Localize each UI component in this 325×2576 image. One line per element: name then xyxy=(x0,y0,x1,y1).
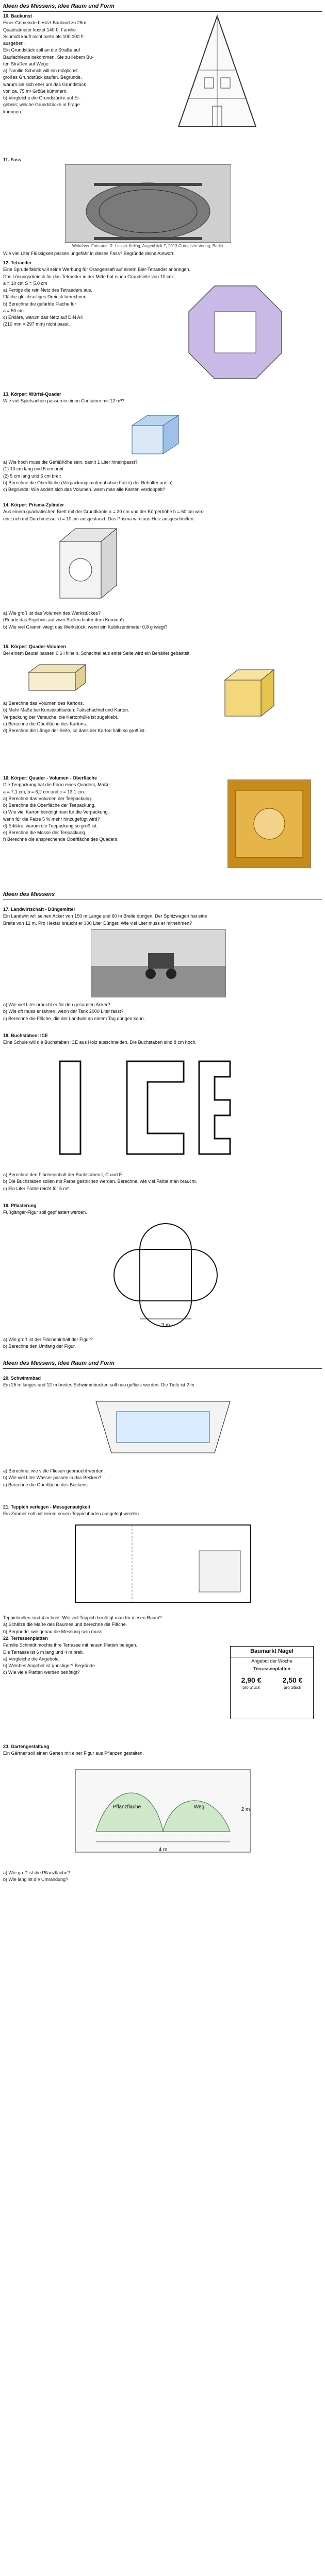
text-line: a) Wie viel Liter braucht er für den gesamten Acker? xyxy=(3,1002,110,1007)
text-line: Quadratmeter kostet 140 €. Familie xyxy=(3,27,76,32)
text-line: ein Loch mit Durchmesser d = 10 cm ausgestanzt. Das Prisma wird aus Holz ausgeschnitten. xyxy=(3,516,195,521)
task-19 xyxy=(3,1203,322,1349)
photo-caption: Weinfass. Foto aus: R. Lesser-Kellog, Augenblick 7, 2013 Cornelsen Verlag, Berlin xyxy=(72,244,223,248)
text-line: b) Die Buchstaben sollen mit Farbe gestrichen werden. Berechne, wie viel Farbe man braucht. xyxy=(3,1179,197,1184)
task-heading: 23. Gartengestaltung xyxy=(3,1744,50,1749)
text-line: Teppichrollen sind 4 m breit. Wie viel Teppich benötigt man für diesen Raum? xyxy=(3,1615,162,1620)
text-line: ten Straßen auf Wege. xyxy=(3,61,50,66)
advert-title: Baumarkt Nagel xyxy=(231,1647,313,1657)
text-line: f) Berechne die ansprechende Oberfläche des Quaders. xyxy=(3,837,119,842)
text-line: a) Berechne den Flächeninhalt der Buchstaben I, C und E. xyxy=(3,1172,124,1177)
task-20 xyxy=(3,1376,322,1487)
text-line: c) Begründe: Wie ändert sich das Volumen, wenn man alle Kanten verdoppelt? xyxy=(3,487,166,492)
carton-figure xyxy=(215,659,282,721)
dimension-label: 3 m xyxy=(161,1323,170,1328)
task-21 xyxy=(3,1504,322,1634)
task-heading: 13. Körper: Würfel-Quader xyxy=(3,392,61,397)
text-line: b) Wie viel Liter Wasser passen in das Becken? xyxy=(3,1475,102,1481)
tractor-photo xyxy=(91,929,226,997)
text-line: (2) 5 cm lang und 5 cm breit xyxy=(3,473,61,479)
text-line: b) Berechne die gefärbte Fläche für xyxy=(3,301,76,307)
text-line: Ein Zimmer soll mit einem neuen Teppichboden ausgelegt werden. xyxy=(3,1511,140,1517)
task-11 xyxy=(3,157,322,256)
text-line: a) Berechne, wie viele Fliesen gebraucht werden. xyxy=(3,1468,105,1473)
text-line: Fläche gleichseitiges Dreieck berechnen. xyxy=(3,294,88,300)
task-heading: 17. Landwirtschaft - Düngemittel xyxy=(3,907,75,912)
figure-label: Pflanzfläche xyxy=(112,1804,141,1810)
task-heading: 15. Körper: Quader-Volumen xyxy=(3,644,66,649)
text-line: Aus einem quadratischen Brett mit der Grundkante a = 20 cm und der Körperhöhe h = 60 cm wird xyxy=(3,509,204,515)
dimension-label: 4 m xyxy=(158,1847,168,1853)
task-18 xyxy=(3,1033,322,1191)
task-heading: 11. Fass xyxy=(3,157,22,162)
text-line: c) Berechne die Fläche, die der Landwirt an einem Tag düngen kann. xyxy=(3,1015,145,1021)
text-line: (210 mm × 297 mm) nicht passt. xyxy=(3,321,70,327)
advert-unit: pro Stück xyxy=(242,1685,260,1690)
advert-box xyxy=(230,1646,314,1719)
text-line: d) Erkläre, warum die Teepackung so groß ist. xyxy=(3,823,98,828)
text-line: a = 10 cm S = 5,0 cm xyxy=(3,280,47,286)
text-line: Ein 25 m langes und 12 m breites Schwimmbecken soll neu gefliest werden. Die Tiefe ist 2 m. xyxy=(3,1382,196,1388)
barrel-icon xyxy=(66,165,231,242)
text-line: b) Vergleiche die Grundstücke auf Er- xyxy=(3,95,81,100)
text-line: a) Vergleiche die Angebote. xyxy=(3,1656,60,1662)
text-line: b) Wie oft muss er fahren, wenn der Tank 2000 Liter fasst? xyxy=(3,1009,124,1014)
text-line: (1) 10 cm lang und 5 cm breit xyxy=(3,466,64,472)
page-header xyxy=(3,3,322,12)
flower-pavement-figure xyxy=(88,1218,243,1332)
task-10 xyxy=(3,13,322,116)
text-line: Breite von 12 m. Pro Hektar braucht er 300 Liter Dünger. Wie viel Liter muss er mitnehmen? xyxy=(3,920,192,926)
text-line: Einer Gemeinde besitzt Bauland zu 25m xyxy=(3,20,87,26)
task-heading: 19. Pflasterung xyxy=(3,1203,37,1208)
barrel-photo xyxy=(65,164,231,243)
text-line: gebnis; welche Grundstücke in Frage xyxy=(3,102,80,108)
task-heading: 16. Körper: Quader - Volumen - Oberfläche xyxy=(3,775,97,781)
text-line: a) Schätze die Maße des Raumes und berechne die Fläche. xyxy=(3,1622,127,1628)
text-line: c) Berechne die Oberfläche des Beckens. xyxy=(3,1482,89,1487)
figure-label: Weg xyxy=(193,1804,205,1810)
room-plan-figure xyxy=(70,1520,256,1607)
text-line: warum sie sich eher um das Grundstück xyxy=(3,81,86,87)
text-line: d) Berechne die Länge der Seite, so dass der Karton halb so groß ist. xyxy=(3,728,146,733)
text-line: Eine Schule will die Buchstaben ICE aus Holz ausschneiden. Die Buchstaben sind 8 cm hoch. xyxy=(3,1040,197,1045)
text-line: Das Lösungsdreieck für das Tetraeder in der Mitte hat einen Grundseite von 10 cm: xyxy=(3,274,174,279)
task-14 xyxy=(3,502,322,630)
text-line: Schmidt kauft nicht mehr als 100 000 € xyxy=(3,33,84,39)
task-heading: 14. Körper: Prisma-Zylinder xyxy=(3,502,64,507)
text-line: Verpackung der Versuche, die Kartonhülle ist zugeklebt. xyxy=(3,714,119,720)
task-text xyxy=(3,20,158,115)
text-line: c) Ein Liter Farbe reicht für 5 m². xyxy=(3,1185,70,1191)
text-line: a) Berechne das Volumen der Teepackung. xyxy=(3,795,92,801)
advert-price: 2,90 € xyxy=(241,1676,262,1685)
text-line: Baufachleute bekommen. Sie zu liebem Bu- xyxy=(3,54,94,60)
advert-subtitle: Angebot der Woche xyxy=(251,1658,293,1664)
text-line: Ein Grundstück soll an die Straße auf xyxy=(3,47,80,53)
advert-offer xyxy=(241,1676,262,1690)
page-header-text: Ideen des Messens, Idee Raum und Form xyxy=(3,1360,115,1366)
text-line: b) Begründe, wie genau die Messung sein muss. xyxy=(3,1629,104,1634)
task-heading: 10. Baukunst xyxy=(3,13,32,19)
tea-box-photo xyxy=(228,779,311,868)
text-line: Eine Sprudelfabrik will seine Werbung für Orangensaft auf einem Bier-Tetraeder anbringen. xyxy=(3,267,191,273)
text-line: c) Erkläre, warum das Netz auf DIN A4 xyxy=(3,315,83,320)
dimension-label: 2 m xyxy=(241,1807,250,1812)
octagon-net-figure xyxy=(184,281,287,384)
text-line: b) Wie viel Gramm wiegt das Werkstück, wenn ein Kubikzentimeter 0,8 g wiegt? xyxy=(3,624,168,630)
tea-box-icon xyxy=(228,780,311,868)
text-line: e) Berechne die Masse der Teepackung. xyxy=(3,830,87,835)
garden-design-figure xyxy=(65,1759,261,1862)
text-line: a) Wie groß ist die Pflanzfläche? xyxy=(3,1870,70,1875)
text-line: ausgeben. xyxy=(3,41,25,46)
triangle-house-figure xyxy=(173,13,261,132)
text-line: a = 7,1 cm, b = 6,2 cm und c = 13,1 cm. xyxy=(3,789,85,794)
text-line: b) Berechne die Oberfläche der Teepackung. xyxy=(3,803,95,808)
text-line: b) Berechne den Umfang der Figur. xyxy=(3,1344,76,1349)
page-header-text: Ideen des Messens xyxy=(3,891,55,897)
text-line: c) Wie viel Karton benötigt man für die Verpackung, xyxy=(3,809,109,815)
text-line: Wie viel Spielsachen passen in einen Container mit 12 m³? xyxy=(3,398,125,404)
task-heading: 21. Teppich verlegen - Messgenauigkeit xyxy=(3,1504,90,1510)
advert-prices xyxy=(231,1676,313,1690)
task-heading: 20. Schwimmbad xyxy=(3,1376,41,1381)
text-line: b) Mehr Maße bei Kunststoffseiten: Faltschachtel und Karton. xyxy=(3,707,129,713)
text-line: a) Wie groß ist der Flächeninhalt der Figur? xyxy=(3,1337,93,1342)
text-line: Familie Schmidt möchte ihre Terrasse mit neuen Platten belegen. xyxy=(3,1642,137,1648)
task-13 xyxy=(3,392,322,492)
task-16 xyxy=(3,775,322,844)
text-line: (Runde das Ergebnis auf zwei Stellen hinter dem Komma!) xyxy=(3,617,124,623)
text-line: a) Wie groß ist das Volumen des Werkstückes? xyxy=(3,611,101,616)
text-line: Bei einem Beutel passen 0,6 l hinein. Schachtel aus einer Seite wird ein Behälter gebastelt. xyxy=(3,651,191,656)
ice-letters-figure xyxy=(50,1051,235,1164)
text-line: von ca. 75 m² Größe kümmern. xyxy=(3,88,68,94)
advert-label: Terrassenplatten xyxy=(253,1666,290,1671)
text-line: kommen. xyxy=(3,109,23,114)
task-heading: 22. Terrassenplatten xyxy=(3,1636,48,1641)
task-heading: 12. Tetraeder xyxy=(3,260,32,265)
text-line: b) Welches Angebot ist günstiger? Begründe. xyxy=(3,1663,96,1668)
page-header xyxy=(3,1360,322,1369)
task-23 xyxy=(3,1744,322,1883)
task-12 xyxy=(3,260,322,329)
task-heading: 18. Buchstaben: ICE xyxy=(3,1033,48,1038)
text-line: b) Wie lang ist die Umrandung? xyxy=(3,1877,69,1883)
text-line: Fußgänger-Figur soll gepflastert werden. xyxy=(3,1210,87,1215)
text-line: c) Wie viele Platten werden benötigt? xyxy=(3,1670,80,1675)
box-figure xyxy=(24,659,96,696)
page-header xyxy=(3,891,322,900)
text-line: a) Familie Schmidt will ein möglichst xyxy=(3,68,78,73)
text-line: c) Berechne die Oberfläche des Kartons. xyxy=(3,721,87,726)
task-15 xyxy=(3,644,322,733)
text-line: Ein Gärtner soll einen Garten mit einer Figur aus Pflanzen gestalten. xyxy=(3,1751,144,1756)
advert-unit: pro Stück xyxy=(284,1685,301,1690)
text-line: wenn für die Falze 5 % mehr hinzugefügt wird? xyxy=(3,816,100,822)
text-line: a = 50 cm. xyxy=(3,308,25,313)
text-line: Die Teepackung hat die Form eines Quaders, Maße: xyxy=(3,782,111,788)
prism-cylinder-figure xyxy=(50,521,127,603)
pool-figure xyxy=(80,1391,246,1463)
text-line: a) Fertige die rein Netz des Tetraeders aus, xyxy=(3,287,92,293)
cuboid-figure xyxy=(122,405,194,456)
task-22 xyxy=(3,1636,322,1690)
advert-offer xyxy=(283,1676,303,1690)
page-header-text: Ideen des Messens, Idee Raum und Form xyxy=(3,3,115,9)
text-line: b) Berechne die Oberfläche (Verpackungsmaterial ohne Falze) der Behälter aus a). xyxy=(3,480,174,485)
text-line: großes Grundstück kaufen. Begründe, xyxy=(3,75,82,80)
text-line: a) Wie hoch muss die Gefäßhöhe sein, damit 1 Liter hineinpasst? xyxy=(3,460,138,465)
tractor-icon xyxy=(91,930,225,997)
text-line: Ein Landwirt will seinen Acker von 150 m Länge und 60 m Breite düngen. Der Spritzwagen hat eine xyxy=(3,913,207,919)
advert-price: 2,50 € xyxy=(282,1676,303,1685)
task-text: Wie viel Liter Flüssigkeit passen ungefähr in dieses Fass? Begründe deine Antwort. xyxy=(3,251,175,256)
task-17 xyxy=(3,907,322,1021)
text-line: Die Terrasse ist 6 m lang und 4 m breit. xyxy=(3,1649,84,1655)
text-line: a) Berechne das Volumen des Kartons. xyxy=(3,701,84,706)
